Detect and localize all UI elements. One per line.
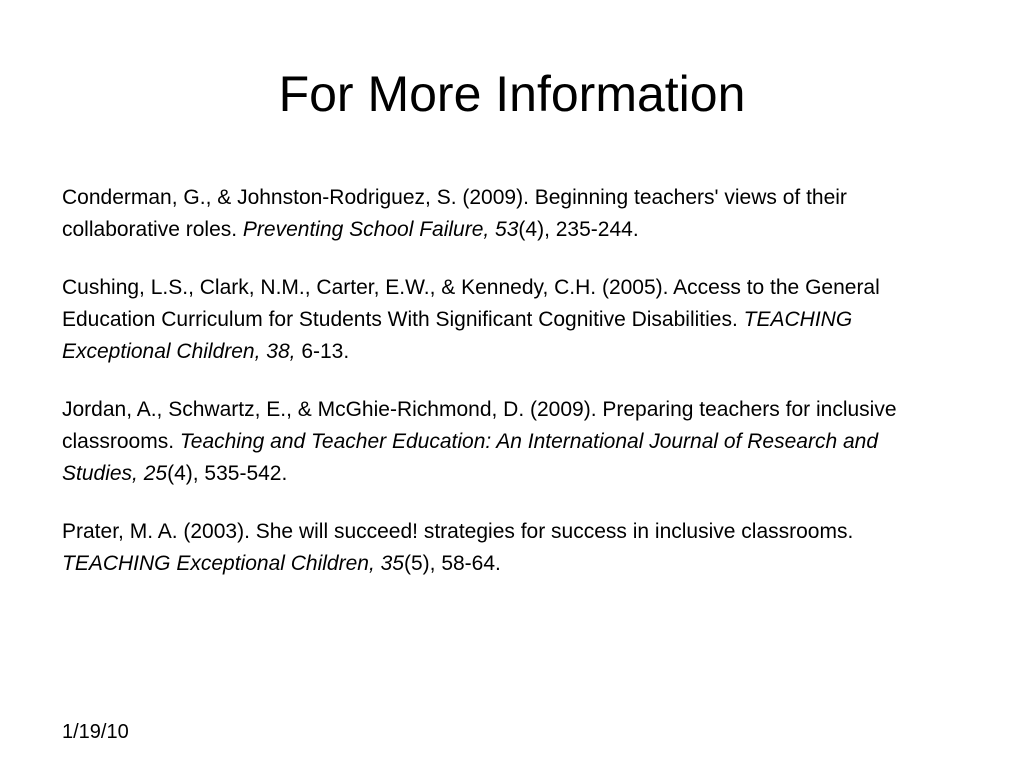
reference-source: Teaching and Teacher Education: An International Journal of Research and Studies, 25 [62,430,879,485]
reference-pages: (4), 235-244. [518,218,639,241]
reference-item [62,272,952,368]
reference-pages: 6-13. [295,340,350,363]
reference-text: Conderman, G., & Johnston-Rodriguez, S. (2009). Beginning teachers' views of their collaborative roles. [62,186,847,241]
slide-date: 1/19/10 [62,721,129,743]
reference-item [62,516,952,580]
reference-item [62,182,952,246]
reference-source: TEACHING Exceptional Children, 35 [62,552,404,575]
slide-title: For More Information [278,66,746,122]
reference-item [62,394,952,490]
reference-text: Prater, M. A. (2003). She will succeed! strategies for success in inclusive classrooms. [62,520,854,543]
reference-pages: (5), 58-64. [403,552,501,575]
reference-list [62,182,952,606]
reference-text: Jordan, A., Schwartz, E., & McGhie-Richmond, D. (2009). Preparing teachers for inclusive classrooms. [62,398,897,453]
reference-text: Cushing, L.S., Clark, N.M., Carter, E.W., & Kennedy, C.H. (2005). Access to the General Education Curriculum for Students With Significant Cognitive Disabilities. [62,276,880,331]
reference-source: TEACHING Exceptional Children, 38, [62,308,853,363]
reference-pages: (4), 535-542. [167,462,288,485]
reference-source: Preventing School Failure, 53 [242,218,519,241]
